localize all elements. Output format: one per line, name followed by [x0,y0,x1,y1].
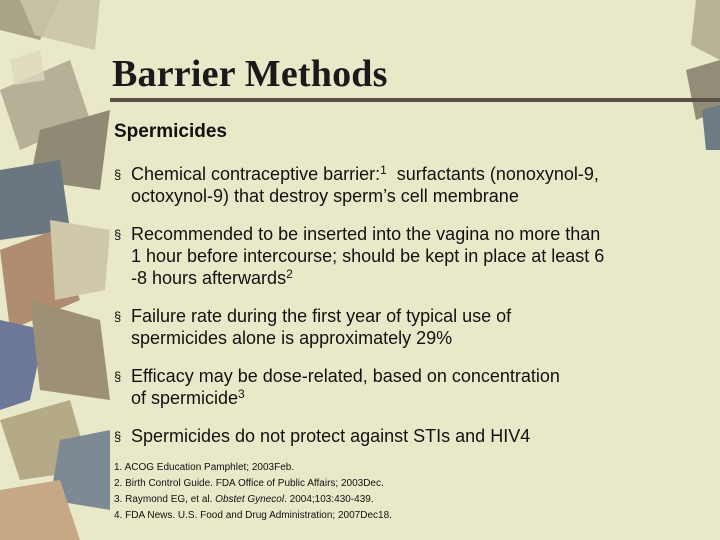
bullet-text: Failure rate during the first year of typical use of spermicides alone is approximately 29% [131,306,512,348]
bullet-marker-icon: § [114,429,122,444]
bullet-marker-icon: § [114,369,122,384]
decorative-collage-right [686,0,720,540]
bullet-text: Spermicides do not protect against STIs and HIV4 [131,426,531,446]
footnote-ref: 2 [286,267,293,281]
references [114,460,674,524]
slide-title: Barrier Methods [112,53,388,95]
bullet-marker-icon: § [114,167,122,182]
bullet-marker-icon: § [114,227,122,242]
bullet-text: Chemical contraceptive barrier:$^1$ surfactants (nonoxynol-9, octoxynol-9) that destroy sperm’s cell membrane [131,163,599,206]
reference-item: 4. FDA News. U.S. Food and Drug Administration; 2007Dec18. [114,510,392,521]
decorative-collage-left [0,0,110,540]
footnote-ref: 3 [238,387,245,401]
bullet-text: Recommended to be inserted into the vagina no more than 1 hour before intercourse; should be kept in place at least 6 -8 hours afterwards$^2$ [131,224,605,288]
list-item [114,365,674,409]
list-item [114,425,674,447]
bullet-marker-icon: § [114,309,122,324]
reference-item: 3. Raymond EG, et al. Obstet Gynecol. 2004;103:430-439. [114,494,374,505]
bullet-text: Efficacy may be dose-related, based on concentration of spermicide$^3$ [131,366,560,408]
section-subheading: Spermicides [114,121,227,142]
reference-item: 1. ACOG Education Pamphlet; 2003Feb. [114,462,295,473]
footnote-ref: 1 [380,163,387,177]
title-divider [110,98,720,102]
bullet-list [114,163,674,463]
reference-item: 2. Birth Control Guide. FDA Office of Public Affairs; 2003Dec. [114,478,384,489]
list-item [114,163,674,207]
list-item [114,223,674,289]
list-item [114,305,674,349]
